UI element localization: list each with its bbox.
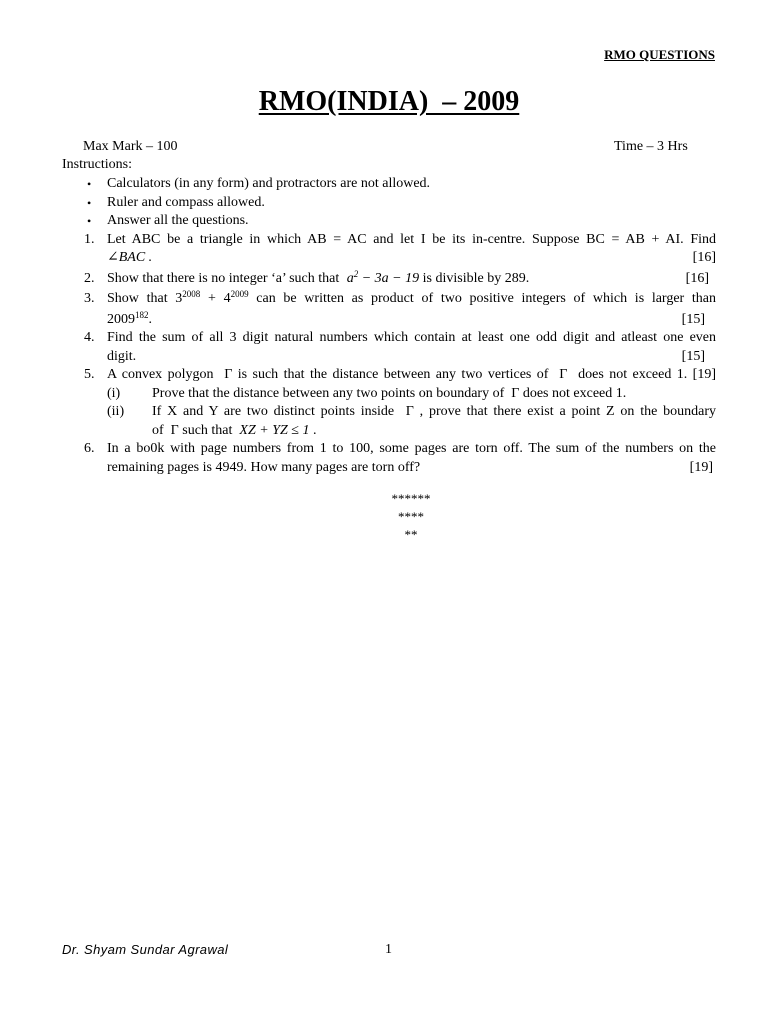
math-exponent: 2008	[182, 289, 201, 299]
question-text-post: is divisible by 289.	[419, 270, 530, 286]
instruction-item	[62, 212, 716, 231]
question-marks: [19]	[689, 459, 713, 475]
stars-line: ******	[391, 491, 431, 506]
header-label: RMO QUESTIONS	[604, 47, 715, 62]
question-text: A convex polygon Γ is such that the distance between any two vertices of Γ does not exceed 1. [19]	[107, 367, 716, 382]
subpart-label: (i)	[107, 385, 121, 401]
math-var: a	[346, 270, 354, 286]
question-text-line: remaining pages is 4949. How many pages are torn off?	[107, 459, 421, 475]
content	[62, 175, 716, 477]
math-end: .	[148, 311, 152, 327]
subpart-math: XZ + YZ ≤ 1	[239, 422, 310, 438]
subpart-text-end: .	[309, 422, 317, 438]
math-exponent: 2009	[230, 289, 249, 299]
question-text-post: can be written as product of two positive integers of which is larger than	[256, 291, 717, 306]
subpart-text-pre: of Γ such that	[152, 422, 233, 438]
max-mark: Max Mark – 100	[83, 139, 178, 154]
question-text-cont	[107, 249, 716, 268]
instruction-text: Answer all the questions.	[107, 213, 249, 228]
question-number: 6.	[84, 441, 95, 456]
instruction-item	[62, 194, 716, 213]
bullet-icon: •	[87, 177, 92, 191]
instruction-text: Ruler and compass allowed.	[107, 194, 265, 210]
question-text: In a bo0k with page numbers from 1 to 100, some pages are torn off. The sum of the numbers on the	[107, 441, 716, 456]
question-6	[62, 440, 716, 477]
question-number: 1.	[84, 231, 95, 247]
math-exponent: 2	[353, 268, 359, 279]
math-base: 3	[175, 291, 183, 306]
question-2	[62, 270, 716, 289]
question-text-cont	[107, 459, 716, 478]
question-text-line: digit.	[107, 348, 137, 364]
question-number: 3.	[84, 291, 95, 306]
question-text	[107, 290, 716, 309]
subpart-text-cont	[152, 422, 716, 441]
question-5-part-ii	[62, 403, 716, 440]
footer-author: Dr. Shyam Sundar Agrawal	[62, 942, 229, 957]
math-base: 4	[223, 291, 231, 306]
question-1	[62, 231, 716, 268]
question-5-part-i	[62, 385, 716, 404]
subpart-text: If X and Y are two distinct points inside Γ , prove that there exist a point Z on the boundary	[152, 404, 716, 419]
math-base: 2009	[107, 311, 135, 327]
instructions-heading: Instructions:	[62, 157, 132, 172]
question-marks: [15]	[681, 311, 705, 327]
question-text-pre: Show that	[107, 291, 168, 306]
subpart-label: (ii)	[107, 404, 125, 419]
end-stars	[0, 490, 768, 544]
question-marks: [15]	[681, 348, 705, 364]
question-text-pre: Show that there is no integer ‘a’ such that	[107, 270, 340, 286]
question-number: 2.	[84, 270, 95, 286]
question-text	[107, 270, 716, 289]
math-rest: − 3a − 19	[358, 270, 420, 286]
instruction-text: Calculators (in any form) and protractors are not allowed.	[107, 176, 431, 191]
bullet-icon: •	[87, 214, 92, 228]
question-text-cont	[107, 311, 716, 330]
question-math	[175, 291, 248, 306]
subpart-text: Prove that the distance between any two points on boundary of Γ does not exceed 1.	[152, 385, 627, 401]
question-4	[62, 329, 716, 366]
stars-line: **	[404, 527, 418, 542]
question-number: 5.	[84, 367, 95, 382]
question-math	[346, 268, 420, 286]
question-marks: [16]	[685, 270, 709, 286]
question-marks: [16]	[692, 250, 716, 265]
page-number: 1	[385, 942, 392, 957]
math-operator: +	[200, 291, 224, 306]
bullet-icon: •	[87, 195, 92, 210]
stars-line: ****	[398, 509, 424, 524]
question-text: Let ABC be a triangle in which AB = AC and let I be its in-centre. Suppose BC = AB + AI. Find	[107, 231, 716, 247]
question-number: 4.	[84, 330, 95, 345]
question-math	[107, 309, 152, 327]
math-exponent: 182	[135, 309, 149, 320]
question-5	[62, 366, 716, 385]
time-limit: Time – 3 Hrs	[614, 139, 688, 154]
question-text-cont	[107, 348, 716, 367]
question-math: ∠BAC .	[107, 250, 153, 265]
instruction-item	[62, 175, 716, 194]
question-text: Find the sum of all 3 digit natural numbers which contain at least one odd digit and atleast one even	[107, 330, 716, 345]
question-3	[62, 290, 716, 329]
page-title: RMO(INDIA) – 2009	[258, 86, 520, 117]
